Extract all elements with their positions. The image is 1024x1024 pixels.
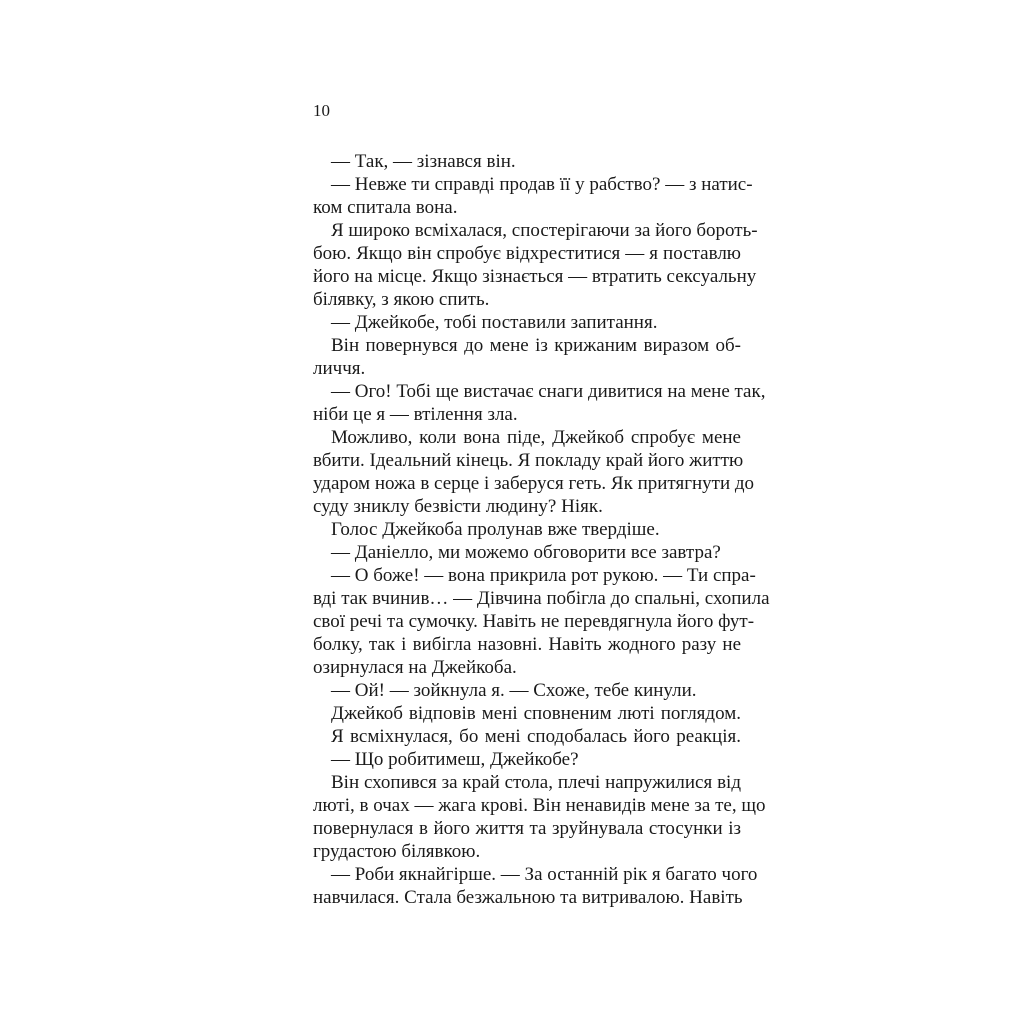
text-line: Він схопився за край стола, плечі напружилися від xyxy=(331,772,741,793)
page-number: 10 xyxy=(313,101,330,120)
text-line: білявку, з якою спить. xyxy=(313,289,490,310)
text-line: — Так, — зізнався він. xyxy=(331,151,516,172)
text-line: — Даніелло, ми можемо обговорити все завтра? xyxy=(331,542,721,563)
text-line: — Роби якнайгірше. — За останній рік я багато чого xyxy=(331,864,758,885)
text-line: люті, в очах — жага крові. Він ненавидів мене за те, що xyxy=(313,795,766,816)
text-line: Голос Джейкоба пролунав вже твердіше. xyxy=(331,519,660,540)
text-line: ком спитала вона. xyxy=(313,197,458,218)
text-line: — Джейкобе, тобі поставили запитання. xyxy=(331,312,658,333)
text-line: повернулася в його життя та зруйнувала стосунки із xyxy=(313,818,741,839)
text-line: Можливо, коли вона піде, Джейкоб спробує мене xyxy=(331,427,741,448)
body-text xyxy=(313,150,770,909)
text-line: Я всміхнулася, бо мені сподобалась його реакція. xyxy=(331,726,741,747)
text-line: — Ого! Тобі ще вистачає снаги дивитися на мене так, xyxy=(331,381,766,402)
text-line: — Ой! — зойкнула я. — Схоже, тебе кинули. xyxy=(331,680,697,701)
text-line: ніби це я — втілення зла. xyxy=(313,404,518,425)
text-line: — Невже ти справді продав її у рабство? — з натис- xyxy=(331,174,753,195)
text-line: — Що робитимеш, Джейкобе? xyxy=(331,749,579,770)
text-line: суду зниклу безвісти людину? Ніяк. xyxy=(313,496,603,517)
text-line: личчя. xyxy=(313,358,366,379)
text-line: грудастою білявкою. xyxy=(313,841,481,862)
text-line: вді так вчинив… — Дівчина побігла до спальні, схопила xyxy=(313,588,770,609)
text-line: свої речі та сумочку. Навіть не перевдягнула його фут- xyxy=(313,611,755,632)
text-line: Джейкоб відповів мені сповненим люті поглядом. xyxy=(331,703,741,724)
text-line: бою. Якщо він спробує відхреститися — я поставлю xyxy=(313,243,741,264)
text-line: — О боже! — вона прикрила рот рукою. — Ти спра- xyxy=(331,565,756,586)
text-line: Він повернувся до мене із крижаним виразом об- xyxy=(331,335,741,356)
text-line: болку, так і вибігла назовні. Навіть жодного разу не xyxy=(313,634,741,655)
text-line: вбити. Ідеальний кінець. Я покладу край його життю xyxy=(313,450,744,471)
text-line: ударом ножа в серце і заберуся геть. Як притягнути до xyxy=(313,473,755,494)
text-line: Я широко всміхалася, спостерігаючи за його бороть- xyxy=(331,220,758,241)
text-line: його на місце. Якщо зізнається — втратить сексуальну xyxy=(313,266,757,287)
text-line: озирнулася на Джейкоба. xyxy=(313,657,517,678)
text-line: навчилася. Стала безжальною та витривалою. Навіть xyxy=(313,887,743,908)
